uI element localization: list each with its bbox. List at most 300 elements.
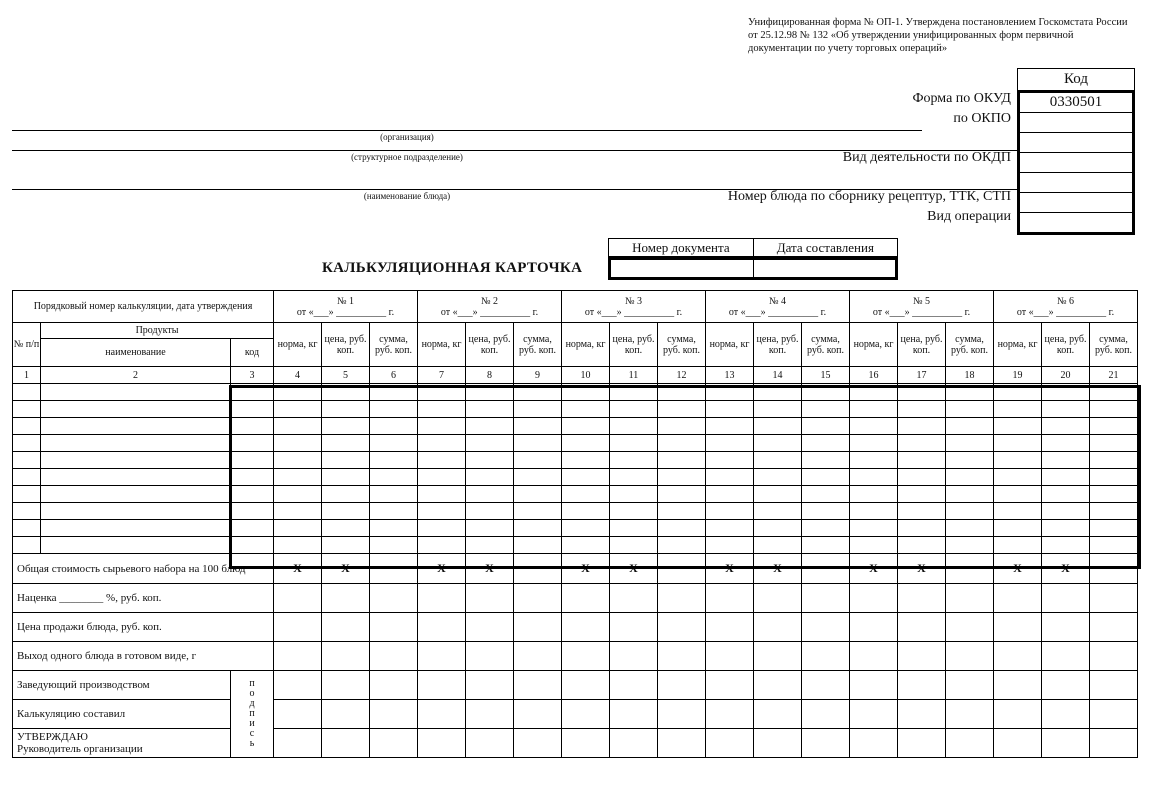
signature-cell[interactable]	[850, 729, 898, 758]
entry-cell[interactable]	[706, 520, 754, 537]
footer-cell[interactable]	[706, 584, 754, 613]
entry-cell[interactable]	[41, 537, 231, 554]
entry-cell[interactable]	[610, 452, 658, 469]
footer-cell[interactable]	[610, 584, 658, 613]
entry-cell[interactable]	[706, 469, 754, 486]
signature-cell[interactable]	[1090, 729, 1138, 758]
entry-cell[interactable]	[994, 418, 1042, 435]
entry-cell[interactable]	[562, 537, 610, 554]
signature-cell[interactable]	[418, 729, 466, 758]
entry-cell[interactable]	[1090, 537, 1138, 554]
signature-cell[interactable]	[466, 700, 514, 729]
entry-cell[interactable]	[514, 486, 562, 503]
signature-cell[interactable]	[562, 700, 610, 729]
entry-cell[interactable]	[1042, 469, 1090, 486]
entry-cell[interactable]	[706, 401, 754, 418]
entry-cell[interactable]	[562, 486, 610, 503]
entry-cell[interactable]	[466, 537, 514, 554]
entry-cell[interactable]	[706, 435, 754, 452]
signature-cell[interactable]	[658, 729, 706, 758]
signature-cell[interactable]	[322, 729, 370, 758]
entry-cell[interactable]	[370, 520, 418, 537]
entry-cell[interactable]	[41, 384, 231, 401]
signature-cell[interactable]	[514, 729, 562, 758]
entry-cell[interactable]	[418, 537, 466, 554]
entry-cell[interactable]	[13, 503, 41, 520]
signature-cell[interactable]	[466, 729, 514, 758]
signature-cell[interactable]	[322, 700, 370, 729]
entry-cell[interactable]	[13, 435, 41, 452]
entry-cell[interactable]	[658, 520, 706, 537]
entry-cell[interactable]	[322, 537, 370, 554]
signature-cell[interactable]	[994, 729, 1042, 758]
signature-cell[interactable]	[418, 700, 466, 729]
entry-cell[interactable]	[802, 384, 850, 401]
entry-cell[interactable]	[370, 537, 418, 554]
entry-cell[interactable]	[322, 452, 370, 469]
footer-cell[interactable]	[274, 642, 322, 671]
signature-cell[interactable]	[274, 729, 322, 758]
entry-cell[interactable]	[754, 435, 802, 452]
entry-cell[interactable]	[706, 418, 754, 435]
entry-cell[interactable]	[610, 435, 658, 452]
entry-cell[interactable]	[322, 384, 370, 401]
footer-cell[interactable]	[802, 584, 850, 613]
footer-cell[interactable]	[754, 642, 802, 671]
footer-cell[interactable]	[418, 642, 466, 671]
entry-cell[interactable]	[418, 435, 466, 452]
entry-cell[interactable]	[231, 486, 274, 503]
entry-cell[interactable]	[514, 384, 562, 401]
footer-cell[interactable]	[898, 584, 946, 613]
entry-cell[interactable]	[946, 435, 994, 452]
entry-cell[interactable]	[802, 520, 850, 537]
entry-cell[interactable]	[994, 452, 1042, 469]
entry-cell[interactable]	[898, 486, 946, 503]
entry-cell[interactable]	[994, 537, 1042, 554]
entry-cell[interactable]	[1042, 452, 1090, 469]
entry-cell[interactable]	[274, 537, 322, 554]
signature-cell[interactable]	[898, 729, 946, 758]
footer-cell[interactable]	[562, 642, 610, 671]
signature-cell[interactable]	[1042, 729, 1090, 758]
footer-cell[interactable]	[994, 584, 1042, 613]
signature-cell[interactable]	[1090, 671, 1138, 700]
entry-cell[interactable]	[418, 401, 466, 418]
entry-cell[interactable]	[562, 401, 610, 418]
entry-cell[interactable]	[610, 418, 658, 435]
signature-cell[interactable]	[802, 729, 850, 758]
entry-cell[interactable]	[231, 452, 274, 469]
entry-cell[interactable]	[562, 469, 610, 486]
operation-code-cell[interactable]	[1020, 212, 1132, 232]
signature-cell[interactable]	[418, 671, 466, 700]
entry-cell[interactable]	[850, 452, 898, 469]
entry-cell[interactable]	[1042, 520, 1090, 537]
entry-cell[interactable]	[231, 537, 274, 554]
entry-cell[interactable]	[946, 520, 994, 537]
entry-cell[interactable]	[514, 520, 562, 537]
entry-cell[interactable]	[658, 503, 706, 520]
entry-cell[interactable]	[850, 537, 898, 554]
signature-cell[interactable]	[370, 671, 418, 700]
entry-cell[interactable]	[274, 384, 322, 401]
footer-cell[interactable]	[1090, 613, 1138, 642]
entry-cell[interactable]	[370, 503, 418, 520]
signature-cell[interactable]	[994, 700, 1042, 729]
entry-cell[interactable]	[898, 452, 946, 469]
entry-cell[interactable]	[466, 435, 514, 452]
entry-cell[interactable]	[1042, 503, 1090, 520]
signature-cell[interactable]	[706, 729, 754, 758]
entry-cell[interactable]	[1090, 469, 1138, 486]
entry-cell[interactable]	[994, 384, 1042, 401]
entry-cell[interactable]	[1090, 503, 1138, 520]
signature-cell[interactable]	[370, 700, 418, 729]
entry-cell[interactable]	[1042, 418, 1090, 435]
entry-cell[interactable]	[231, 418, 274, 435]
okdp-code-cell[interactable]	[1020, 152, 1132, 172]
signature-cell[interactable]	[658, 700, 706, 729]
entry-cell[interactable]	[898, 435, 946, 452]
entry-cell[interactable]	[41, 486, 231, 503]
signature-cell[interactable]	[370, 729, 418, 758]
entry-cell[interactable]	[850, 435, 898, 452]
entry-cell[interactable]	[658, 452, 706, 469]
entry-cell[interactable]	[418, 503, 466, 520]
signature-cell[interactable]	[274, 700, 322, 729]
footer-cell[interactable]	[370, 584, 418, 613]
entry-cell[interactable]	[1042, 384, 1090, 401]
entry-cell[interactable]	[946, 469, 994, 486]
footer-cell[interactable]	[274, 613, 322, 642]
entry-cell[interactable]	[706, 503, 754, 520]
footer-cell[interactable]	[418, 613, 466, 642]
signature-cell[interactable]	[610, 700, 658, 729]
doc-date-field[interactable]	[753, 260, 896, 277]
signature-cell[interactable]	[706, 671, 754, 700]
entry-cell[interactable]	[274, 401, 322, 418]
signature-cell[interactable]	[274, 671, 322, 700]
entry-cell[interactable]	[850, 469, 898, 486]
footer-cell[interactable]	[1042, 642, 1090, 671]
footer-cell[interactable]	[658, 642, 706, 671]
entry-cell[interactable]	[610, 401, 658, 418]
entry-cell[interactable]	[514, 503, 562, 520]
entry-cell[interactable]	[562, 503, 610, 520]
entry-cell[interactable]	[802, 486, 850, 503]
total-sum-cell[interactable]	[802, 554, 850, 584]
signature-cell[interactable]	[898, 700, 946, 729]
entry-cell[interactable]	[13, 401, 41, 418]
footer-cell[interactable]	[946, 613, 994, 642]
entry-cell[interactable]	[850, 503, 898, 520]
footer-cell[interactable]	[514, 642, 562, 671]
entry-cell[interactable]	[231, 520, 274, 537]
entry-cell[interactable]	[754, 384, 802, 401]
signature-cell[interactable]	[1042, 671, 1090, 700]
entry-cell[interactable]	[706, 537, 754, 554]
entry-cell[interactable]	[514, 401, 562, 418]
footer-cell[interactable]	[1090, 642, 1138, 671]
footer-cell[interactable]	[850, 584, 898, 613]
entry-cell[interactable]	[610, 520, 658, 537]
entry-cell[interactable]	[898, 469, 946, 486]
entry-cell[interactable]	[231, 435, 274, 452]
entry-cell[interactable]	[1042, 537, 1090, 554]
doc-number-field[interactable]	[611, 260, 753, 277]
signature-cell[interactable]	[754, 729, 802, 758]
signature-cell[interactable]	[562, 671, 610, 700]
entry-cell[interactable]	[274, 435, 322, 452]
entry-cell[interactable]	[418, 384, 466, 401]
total-sum-cell[interactable]	[658, 554, 706, 584]
entry-cell[interactable]	[466, 520, 514, 537]
entry-cell[interactable]	[13, 452, 41, 469]
dish-number-code-cell[interactable]	[1020, 192, 1132, 212]
entry-cell[interactable]	[13, 384, 41, 401]
footer-cell[interactable]	[754, 613, 802, 642]
entry-cell[interactable]	[514, 452, 562, 469]
signature-cell[interactable]	[610, 729, 658, 758]
organization-line[interactable]	[12, 130, 922, 131]
entry-cell[interactable]	[946, 503, 994, 520]
entry-cell[interactable]	[466, 418, 514, 435]
entry-cell[interactable]	[1042, 401, 1090, 418]
footer-cell[interactable]	[994, 642, 1042, 671]
footer-cell[interactable]	[706, 613, 754, 642]
entry-cell[interactable]	[41, 503, 231, 520]
footer-cell[interactable]	[322, 642, 370, 671]
footer-cell[interactable]	[274, 584, 322, 613]
entry-cell[interactable]	[274, 469, 322, 486]
entry-cell[interactable]	[370, 384, 418, 401]
signature-cell[interactable]	[994, 671, 1042, 700]
entry-cell[interactable]	[850, 520, 898, 537]
entry-cell[interactable]	[754, 537, 802, 554]
footer-cell[interactable]	[994, 613, 1042, 642]
entry-cell[interactable]	[418, 469, 466, 486]
entry-cell[interactable]	[322, 503, 370, 520]
entry-cell[interactable]	[850, 486, 898, 503]
entry-cell[interactable]	[994, 503, 1042, 520]
signature-cell[interactable]	[802, 671, 850, 700]
footer-cell[interactable]	[898, 642, 946, 671]
entry-cell[interactable]	[231, 503, 274, 520]
entry-cell[interactable]	[1090, 435, 1138, 452]
entry-cell[interactable]	[658, 418, 706, 435]
entry-cell[interactable]	[274, 452, 322, 469]
signature-cell[interactable]	[1042, 700, 1090, 729]
entry-cell[interactable]	[802, 537, 850, 554]
signature-cell[interactable]	[706, 700, 754, 729]
entry-cell[interactable]	[13, 486, 41, 503]
footer-cell[interactable]	[754, 584, 802, 613]
total-sum-cell[interactable]	[514, 554, 562, 584]
entry-cell[interactable]	[13, 469, 41, 486]
signature-cell[interactable]	[802, 700, 850, 729]
entry-cell[interactable]	[946, 401, 994, 418]
entry-cell[interactable]	[610, 384, 658, 401]
footer-cell[interactable]	[514, 584, 562, 613]
entry-cell[interactable]	[850, 401, 898, 418]
entry-cell[interactable]	[466, 503, 514, 520]
footer-cell[interactable]	[466, 584, 514, 613]
footer-cell[interactable]	[562, 584, 610, 613]
entry-cell[interactable]	[562, 452, 610, 469]
entry-cell[interactable]	[322, 418, 370, 435]
footer-cell[interactable]	[802, 642, 850, 671]
footer-cell[interactable]	[514, 613, 562, 642]
signature-cell[interactable]	[514, 671, 562, 700]
footer-cell[interactable]	[322, 613, 370, 642]
footer-cell[interactable]	[1042, 613, 1090, 642]
entry-cell[interactable]	[370, 469, 418, 486]
entry-cell[interactable]	[370, 418, 418, 435]
entry-cell[interactable]	[754, 486, 802, 503]
footer-cell[interactable]	[802, 613, 850, 642]
okpo-code-cell[interactable]	[1020, 112, 1132, 132]
entry-cell[interactable]	[946, 384, 994, 401]
entry-cell[interactable]	[898, 401, 946, 418]
footer-cell[interactable]	[370, 613, 418, 642]
entry-cell[interactable]	[1090, 520, 1138, 537]
blank-code-cell[interactable]	[1020, 132, 1132, 152]
entry-cell[interactable]	[466, 486, 514, 503]
entry-cell[interactable]	[994, 486, 1042, 503]
entry-cell[interactable]	[658, 435, 706, 452]
entry-cell[interactable]	[370, 486, 418, 503]
entry-cell[interactable]	[466, 469, 514, 486]
signature-cell[interactable]	[514, 700, 562, 729]
signature-cell[interactable]	[898, 671, 946, 700]
footer-cell[interactable]	[946, 642, 994, 671]
entry-cell[interactable]	[418, 452, 466, 469]
entry-cell[interactable]	[994, 520, 1042, 537]
signature-cell[interactable]	[850, 700, 898, 729]
entry-cell[interactable]	[514, 469, 562, 486]
entry-cell[interactable]	[898, 503, 946, 520]
entry-cell[interactable]	[562, 520, 610, 537]
entry-cell[interactable]	[850, 418, 898, 435]
signature-cell[interactable]	[658, 671, 706, 700]
entry-cell[interactable]	[994, 401, 1042, 418]
entry-cell[interactable]	[41, 469, 231, 486]
footer-cell[interactable]	[850, 613, 898, 642]
signature-cell[interactable]	[946, 729, 994, 758]
entry-cell[interactable]	[1090, 401, 1138, 418]
entry-cell[interactable]	[41, 452, 231, 469]
footer-cell[interactable]	[658, 584, 706, 613]
entry-cell[interactable]	[946, 452, 994, 469]
signature-cell[interactable]	[850, 671, 898, 700]
entry-cell[interactable]	[898, 418, 946, 435]
footer-cell[interactable]	[658, 613, 706, 642]
entry-cell[interactable]	[322, 401, 370, 418]
entry-cell[interactable]	[466, 384, 514, 401]
signature-cell[interactable]	[610, 671, 658, 700]
entry-cell[interactable]	[13, 418, 41, 435]
entry-cell[interactable]	[706, 486, 754, 503]
entry-cell[interactable]	[1090, 452, 1138, 469]
footer-cell[interactable]	[466, 642, 514, 671]
entry-cell[interactable]	[322, 435, 370, 452]
signature-cell[interactable]	[562, 729, 610, 758]
entry-cell[interactable]	[658, 537, 706, 554]
entry-cell[interactable]	[1090, 486, 1138, 503]
entry-cell[interactable]	[41, 520, 231, 537]
entry-cell[interactable]	[802, 418, 850, 435]
entry-cell[interactable]	[658, 401, 706, 418]
footer-cell[interactable]	[370, 642, 418, 671]
signature-cell[interactable]	[946, 700, 994, 729]
entry-cell[interactable]	[754, 452, 802, 469]
footer-cell[interactable]	[418, 584, 466, 613]
total-sum-cell[interactable]	[946, 554, 994, 584]
entry-cell[interactable]	[562, 384, 610, 401]
entry-cell[interactable]	[946, 486, 994, 503]
footer-cell[interactable]	[1090, 584, 1138, 613]
entry-cell[interactable]	[898, 537, 946, 554]
entry-cell[interactable]	[1090, 384, 1138, 401]
entry-cell[interactable]	[274, 486, 322, 503]
footer-cell[interactable]	[850, 642, 898, 671]
entry-cell[interactable]	[658, 384, 706, 401]
entry-cell[interactable]	[610, 469, 658, 486]
entry-cell[interactable]	[898, 384, 946, 401]
entry-cell[interactable]	[898, 520, 946, 537]
entry-cell[interactable]	[706, 452, 754, 469]
entry-cell[interactable]	[610, 486, 658, 503]
entry-cell[interactable]	[370, 452, 418, 469]
entry-cell[interactable]	[418, 520, 466, 537]
entry-cell[interactable]	[658, 486, 706, 503]
entry-cell[interactable]	[610, 537, 658, 554]
entry-cell[interactable]	[802, 435, 850, 452]
entry-cell[interactable]	[802, 401, 850, 418]
entry-cell[interactable]	[322, 520, 370, 537]
signature-cell[interactable]	[1090, 700, 1138, 729]
entry-cell[interactable]	[946, 537, 994, 554]
footer-cell[interactable]	[1042, 584, 1090, 613]
entry-cell[interactable]	[370, 435, 418, 452]
footer-cell[interactable]	[610, 642, 658, 671]
total-sum-cell[interactable]	[370, 554, 418, 584]
entry-cell[interactable]	[322, 469, 370, 486]
entry-cell[interactable]	[658, 469, 706, 486]
entry-cell[interactable]	[370, 401, 418, 418]
entry-cell[interactable]	[802, 503, 850, 520]
entry-cell[interactable]	[1090, 418, 1138, 435]
signature-cell[interactable]	[754, 671, 802, 700]
okud-code-cell[interactable]: 0330501	[1049, 94, 1103, 110]
footer-cell[interactable]	[706, 642, 754, 671]
entry-cell[interactable]	[41, 435, 231, 452]
signature-cell[interactable]	[946, 671, 994, 700]
entry-cell[interactable]	[418, 418, 466, 435]
footer-cell[interactable]	[610, 613, 658, 642]
entry-cell[interactable]	[754, 469, 802, 486]
entry-cell[interactable]	[231, 384, 274, 401]
entry-cell[interactable]	[514, 418, 562, 435]
entry-cell[interactable]	[754, 520, 802, 537]
footer-cell[interactable]	[898, 613, 946, 642]
entry-cell[interactable]	[754, 503, 802, 520]
entry-cell[interactable]	[322, 486, 370, 503]
signature-cell[interactable]	[754, 700, 802, 729]
entry-cell[interactable]	[802, 469, 850, 486]
entry-cell[interactable]	[466, 452, 514, 469]
